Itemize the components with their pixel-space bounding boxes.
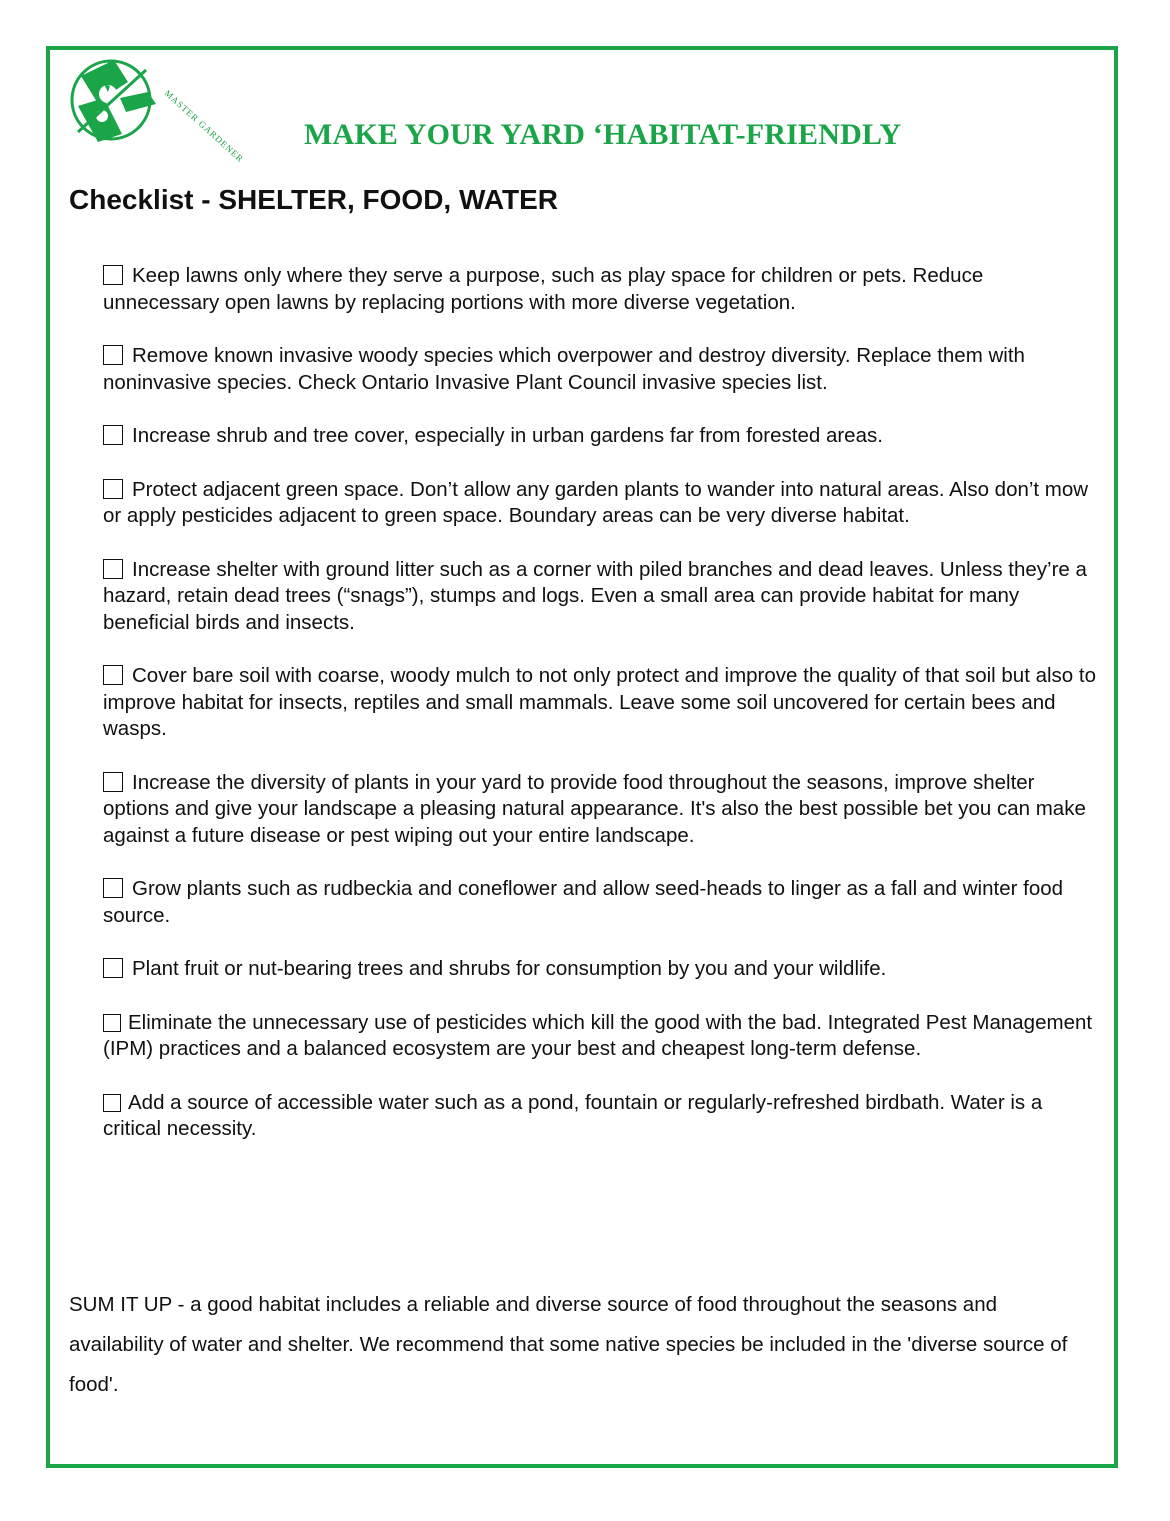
checklist-item xyxy=(103,423,1098,450)
checklist-item xyxy=(103,663,1098,743)
checkbox[interactable] xyxy=(103,1014,121,1032)
checklist-item xyxy=(103,876,1098,929)
checklist-item-text: Cover bare soil with coarse, woody mulch to not only protect and improve the quality of that soil but also to improve habitat for insects, reptiles and small mammals. Leave some soil uncovered for certain bees and wasps. xyxy=(103,664,1097,740)
checklist-item xyxy=(103,263,1098,316)
checkbox[interactable] xyxy=(103,878,123,898)
checklist-item-text: Remove known invasive woody species which overpower and destroy diversity. Replace them with noninvasive species. Check Ontario Invasive Plant Council invasive species list. xyxy=(103,344,1025,394)
checklist-item xyxy=(103,1090,1098,1143)
checkbox[interactable] xyxy=(103,425,123,445)
checkbox[interactable] xyxy=(103,665,123,685)
checkbox[interactable] xyxy=(103,479,123,499)
checklist-item-text: Grow plants such as rudbeckia and coneflower and allow seed-heads to linger as a fall and winter food source. xyxy=(103,877,1064,927)
checkbox[interactable] xyxy=(103,772,123,792)
checklist-item xyxy=(103,343,1098,396)
checklist-item-text: Protect adjacent green space. Don’t allow any garden plants to wander into natural areas. Also don’t mow or apply pesticides adjacent to green space. Boundary areas can be very diverse habitat. xyxy=(103,477,1089,527)
checklist-heading: Checklist - SHELTER, FOOD, WATER xyxy=(69,184,559,215)
checklist-item xyxy=(103,1010,1098,1063)
checklist-item-text: Keep lawns only where they serve a purpose, such as play space for children or pets. Reduce unnecessary open lawns by replacing portions with more diverse vegetation. xyxy=(103,264,984,314)
checklist-item-text: Increase the diversity of plants in your yard to provide food throughout the seasons, improve shelter options and give your landscape a pleasing natural appearance. It's also the best possible bet you can make against a future disease or pest wiping out your entire landscape. xyxy=(103,770,1086,847)
checkbox[interactable] xyxy=(103,958,123,978)
checklist xyxy=(103,263,1098,1170)
master-gardener-logo-icon xyxy=(64,54,246,165)
page-title: MAKE YOUR YARD ‘HABITAT-FRIENDLY xyxy=(304,118,902,151)
checkbox[interactable] xyxy=(103,1094,121,1112)
checklist-item-text: Increase shrub and tree cover, especially in urban gardens far from forested areas. xyxy=(132,424,883,447)
checklist-item-text: Add a source of accessible water such as a pond, fountain or regularly-refreshed birdbath. Water is a critical necessity. xyxy=(103,1090,1043,1140)
checklist-item-text: Increase shelter with ground litter such as a corner with piled branches and dead leaves. Unless they’re a hazard, retain dead trees (“snags”), stumps and logs. Even a small area can provide habitat for many beneficial birds and insects. xyxy=(103,557,1087,634)
checklist-item xyxy=(103,770,1098,850)
checklist-item xyxy=(103,477,1098,530)
checklist-item xyxy=(103,557,1098,637)
checkbox[interactable] xyxy=(103,265,123,285)
checklist-item-text: Plant fruit or nut-bearing trees and shrubs for consumption by you and your wildlife. xyxy=(132,957,887,980)
summary-paragraph: SUM IT UP - a good habitat includes a reliable and diverse source of food throughout the seasons and availability of water and shelter. We recommend that some native species be included in the 'diverse source of food'. xyxy=(69,1293,1068,1396)
checklist-item-text: Eliminate the unnecessary use of pesticides which kill the good with the bad. Integrated Pest Management (IPM) practices and a balanced ecosystem are your best and cheapest long-term defense. xyxy=(103,1010,1093,1060)
checkbox[interactable] xyxy=(103,559,123,579)
logo-text: MASTER GARDENER xyxy=(162,88,246,165)
checklist-item xyxy=(103,956,1098,983)
checkbox[interactable] xyxy=(103,345,123,365)
